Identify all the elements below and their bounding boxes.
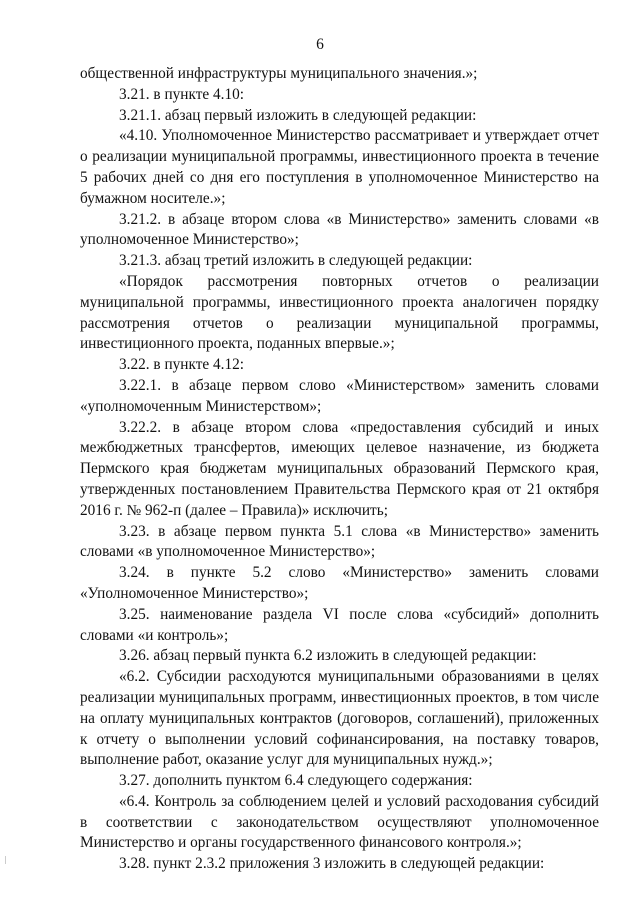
document-paragraph: 3.22.1. в абзаце первом слово «Министерством» заменить словами «уполномоченным Министерством»; xyxy=(80,376,599,415)
document-paragraph: 3.25. наименование раздела VI после слова «субсидий» дополнить словами «и контроль»; xyxy=(80,605,599,644)
document-paragraph: 3.22. в пункте 4.12: xyxy=(119,356,245,374)
document-paragraph: «6.2. Субсидии расходуются муниципальными образованиями в целях реализации муниципальных программ, инвестиционных проектов, в том числе на оплату муниципальных контрактов (договоров, соглашений), приложенных к отчету о выполнении условий софинансирования, на поставку товаров, выполнение работ, оказание услуг для муниципальных нужд.»; xyxy=(80,668,599,769)
margin-mark xyxy=(5,856,6,864)
page-number: 6 xyxy=(316,36,324,53)
document-paragraph: 3.28. пункт 2.3.2 приложения 3 изложить в следующей редакции: xyxy=(119,855,545,873)
document-paragraph: «Порядок рассмотрения повторных отчетов о реализации муниципальной программы, инвестиционного проекта аналогичен порядку рассмотрения отчетов о реализации муниципальной программы, инвестиционного проекта, поданных впервые.»; xyxy=(80,272,599,353)
document-paragraph: «4.10. Уполномоченное Министерство рассматривает и утверждает отчет о реализации муниципальной программы, инвестиционного проекта в течение 5 рабочих дней со дня его поступления в уполномоченное Министерство на бумажном носителе.»; xyxy=(80,127,599,207)
document-body xyxy=(80,64,599,875)
document-paragraph: 3.26. абзац первый пункта 6.2 изложить в следующей редакции: xyxy=(119,647,537,665)
document-paragraph: 3.24. в пункте 5.2 слово «Министерство» заменить словами «Уполномоченное Министерство»; xyxy=(80,564,599,602)
document-paragraph: «6.4. Контроль за соблюдением целей и условий расходования субсидий в соответствии с законодательством осуществляют уполномоченное Министерство и органы государственного финансового контроля.»; xyxy=(80,792,599,852)
document-paragraph: 3.21.1. абзац первый изложить в следующей редакции: xyxy=(119,106,477,124)
document-paragraph: 3.21.2. в абзаце втором слова «в Министерство» заменить словами «в уполномоченное Министерство»; xyxy=(80,210,599,249)
document-paragraph: общественной инфраструктуры муниципального значения.»; xyxy=(80,65,478,82)
document-paragraph: 3.21.3. абзац третий изложить в следующей редакции: xyxy=(119,252,473,270)
document-paragraph: 3.21. в пункте 4.10: xyxy=(119,85,245,103)
document-paragraph: 3.23. в абзаце первом пункта 5.1 слова «в Министерство» заменить словами «в уполномоченное Министерство»; xyxy=(80,522,599,561)
document-paragraph: 3.27. дополнить пунктом 6.4 следующего содержания: xyxy=(119,772,473,790)
document-paragraph: 3.22.2. в абзаце втором слова «предоставления субсидий и иных межбюджетных трансфертов, имеющих целевое назначение, из бюджета Пермского края бюджетам муниципальных образований Пермского края, утвержденных постановлением Правительства Пермского края от 21 октября 2016 г. № 962-п (далее – Правила)» исключить; xyxy=(80,418,599,519)
